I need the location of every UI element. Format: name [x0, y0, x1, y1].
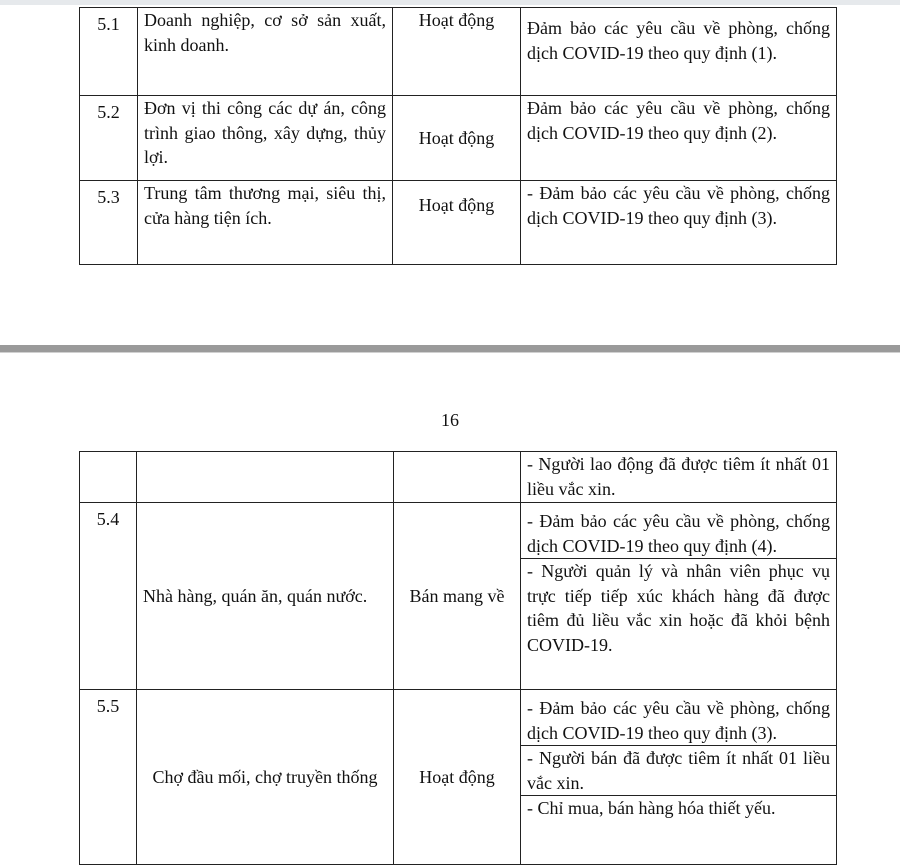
table-row — [80, 96, 837, 181]
business-type: Đơn vị thi công các dự án, công trình giao thông, xây dựng, thủy lợi. — [138, 96, 393, 181]
operation-status: Hoạt động — [393, 96, 521, 181]
viewer-top-bar — [0, 0, 900, 5]
row-number: 5.4 — [80, 503, 137, 690]
operation-status: Hoạt động — [393, 181, 521, 265]
condition-item: - Đảm bảo các yêu cầu về phòng, chống dịch COVID-19 theo quy định (4). — [521, 509, 836, 559]
operation-status: Hoạt động — [393, 8, 521, 96]
table-row — [80, 503, 837, 690]
operation-status — [394, 452, 521, 503]
business-type: Trung tâm thương mại, siêu thị, cửa hàng tiện ích. — [138, 181, 393, 265]
condition-item: - Đảm bảo các yêu cầu về phòng, chống dịch COVID-19 theo quy định (3). — [521, 696, 836, 746]
business-type: Chợ đầu mối, chợ truyền thống — [137, 690, 394, 865]
conditions: - Đảm bảo các yêu cầu về phòng, chống dịch COVID-19 theo quy định (3). — [521, 181, 837, 265]
table-row — [80, 452, 837, 503]
condition-item: - Người bán đã được tiêm ít nhất 01 liều vắc xin. — [521, 746, 836, 796]
row-number: 5.2 — [80, 96, 138, 181]
condition-item: - Chỉ mua, bán hàng hóa thiết yếu. — [527, 798, 776, 818]
operation-status: Bán mang về — [394, 503, 521, 690]
row-number: 5.3 — [80, 181, 138, 265]
conditions: Đảm bảo các yêu cầu về phòng, chống dịch COVID-19 theo quy định (2). — [521, 96, 837, 181]
regulation-table-page-16 — [79, 451, 837, 865]
business-type: Nhà hàng, quán ăn, quán nước. — [137, 503, 394, 690]
business-type — [137, 452, 394, 503]
conditions: - Người lao động đã được tiêm ít nhất 01 liều vắc xin. — [521, 452, 837, 503]
row-number: 5.1 — [80, 8, 138, 96]
regulation-table-page-15 — [79, 7, 837, 265]
condition-item: - Người quản lý và nhân viên phục vụ trực tiếp tiếp xúc khách hàng đã được tiêm đủ liều vắc xin hoặc đã khỏi bệnh COVID-19. — [527, 561, 830, 655]
table-row — [80, 690, 837, 865]
table-row — [80, 181, 837, 265]
conditions: Đảm bảo các yêu cầu về phòng, chống dịch COVID-19 theo quy định (1). — [521, 8, 837, 96]
row-number — [80, 452, 137, 503]
page-separator — [0, 345, 900, 353]
operation-status: Hoạt động — [394, 690, 521, 865]
page-number: 16 — [441, 410, 459, 430]
row-number: 5.5 — [80, 690, 137, 865]
business-type: Doanh nghiệp, cơ sở sản xuất, kinh doanh. — [138, 8, 393, 96]
table-row — [80, 8, 837, 96]
